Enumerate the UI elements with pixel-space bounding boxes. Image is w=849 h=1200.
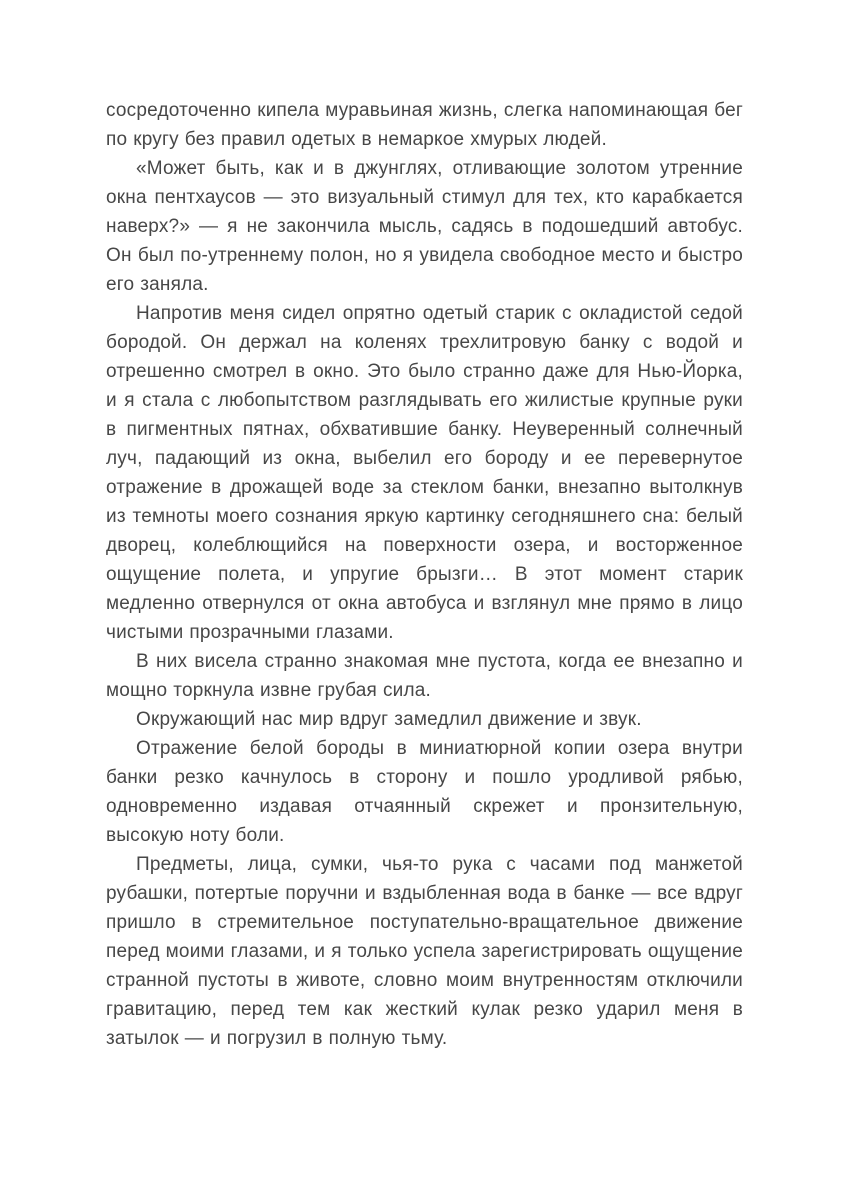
paragraph: сосредоточенно кипела муравьиная жизнь, слегка напоминающая бег по кругу без правил одетых в немаркое хмурых людей.	[106, 100, 743, 150]
paragraph: Окружающий нас мир вдруг замедлил движение и звук.	[136, 709, 642, 730]
paragraph: Отражение белой бороды в миниатюрной копии озера внутри банки резко качнулось в сторону и пошло уродливой рябью, одновременно издавая отчаянный скрежет и пронзительную, высокую ноту боли.	[106, 738, 743, 846]
paragraph: В них висела странно знакомая мне пустота, когда ее внезапно и мощно торкнула извне грубая сила.	[106, 651, 743, 701]
page-text	[106, 96, 743, 1053]
paragraph: Напротив меня сидел опрятно одетый старик с окладистой седой бородой. Он держал на коленях трехлитровую банку с водой и отрешенно смотрел в окно. Это было странно даже для Нью-Йорка, и я стала с любопытством разглядывать его жилистые крупные руки в пигментных пятнах, обхватившие банку. Неуверенный солнечный луч, падающий из окна, выбелил его бороду и ее перевернутое отражение в дрожащей воде за стеклом банки, внезапно вытолкнув из темноты моего сознания яркую картинку сегодняшнего сна: белый дворец, колеблющийся на поверхности озера, и восторженное ощущение полета, и упругие брызги… В этот момент старик медленно отвернулся от окна автобуса и взглянул мне прямо в лицо чистыми прозрачными глазами.	[106, 303, 743, 643]
paragraph: Предметы, лица, сумки, чья-то рука с часами под манжетой рубашки, потертые поручни и вздыбленная вода в банке — все вдруг пришло в стремительное поступательно-вращательное движение перед моими глазами, и я только успела зарегистрировать ощущение странной пустоты в животе, словно моим внутренностям отключили гравитацию, перед тем как жесткий кулак резко ударил меня в затылок — и погрузил в полную тьму.	[106, 854, 743, 1049]
paragraph: «Может быть, как и в джунглях, отливающие золотом утренние окна пентхаусов — это визуальный стимул для тех, кто карабкается наверх?» — я не закончила мысль, садясь в подошедший автобус. Он был по-утреннему полон, но я увидела свободное место и быстро его заняла.	[106, 158, 743, 295]
